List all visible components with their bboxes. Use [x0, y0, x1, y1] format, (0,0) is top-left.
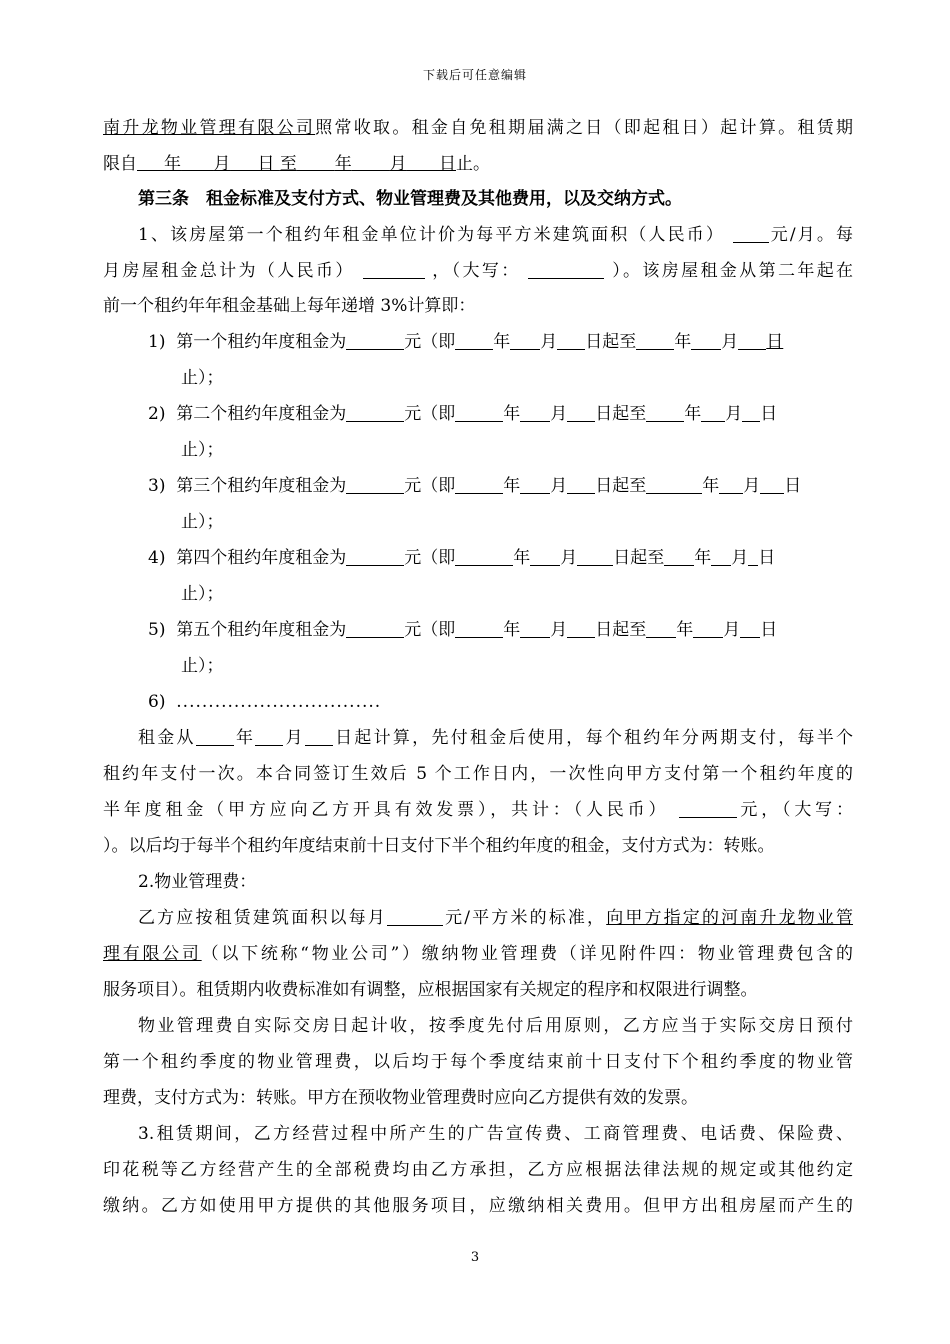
paragraph-line: 物业管理费自实际交房日起计收，按季度先付后用原则，乙方应当于实际交房日预付 — [138, 1016, 853, 1036]
rent-year-4-end: 止）； — [181, 584, 224, 604]
rent-year-4: 4) 第四个租约年度租金为 元（即 年 月 日起至 年 月 日 — [148, 548, 776, 568]
lease-term-blanks: 年 月 日 至 年 月 日 — [164, 154, 456, 174]
blank-field[interactable] — [733, 225, 769, 243]
paragraph-line: 1、该房屋第一个租约年租金单位计价为每平方米建筑面积（人民币） 元/月。每 — [138, 225, 853, 245]
text: 限自 — [103, 154, 137, 174]
text: 止。 — [456, 154, 490, 174]
paragraph-line: 租金从 年 月 日起计算，先付租金后使用，每个租约年分两期支付，每半个 — [138, 728, 854, 748]
page-number: 3 — [470, 1250, 480, 1265]
paragraph-line: 缴纳。乙方如使用甲方提供的其他服务项目，应缴纳相关费用。但甲方出租房屋而产生的 — [103, 1196, 853, 1216]
paragraph-line: 租约年支付一次。本合同签订生效后 5 个工作日内，一次性向甲方支付第一个租约年度的 — [103, 764, 853, 784]
paragraph-line: ）。以后均于每半个租约年度结束前十日支付下半个租约年度的租金，支付方式为：转账。 — [103, 836, 775, 856]
rent-year-3-end: 止）； — [181, 512, 224, 532]
blank-field[interactable] — [528, 261, 604, 279]
rent-year-5-end: 止）； — [181, 656, 224, 676]
paragraph-line: 理有限公司（以下统称“物业公司”）缴纳物业管理费（详见附件四：物业管理费包含的 — [103, 944, 853, 964]
company-name: 南升龙物业管理有限公司 — [103, 118, 316, 138]
paragraph-line: 3.租赁期间，乙方经营过程中所产生的广告宣传费、工商管理费、电话费、保险费、 — [138, 1124, 853, 1144]
item-2-title: 2.物业管理费： — [138, 872, 257, 892]
page-header: 下载后可任意编辑 — [422, 68, 527, 82]
paragraph-line: 第一个租约季度的物业管理费，以后均于每个季度结束前十日支付下个租约季度的物业管 — [103, 1052, 853, 1072]
rent-year-1-end: 止）； — [181, 368, 224, 388]
blank-field[interactable] — [363, 261, 425, 279]
rent-year-6: 6) ................................ — [148, 692, 382, 712]
paragraph-line: 理费，支付方式为：转账。甲方在预收物业管理费时应向乙方提供有效的发票。 — [103, 1088, 698, 1108]
article-3-title: 第三条 租金标准及支付方式、物业管理费及其他费用，以及交纳方式。 — [138, 189, 682, 209]
rent-year-1: 1) 第一个租约年度租金为 元（即 年 月 日起至 年 月 日 — [148, 332, 784, 352]
paragraph-line: 印花税等乙方经营产生的全部税费均由乙方承担，乙方应根据法律法规的规定或其他约定 — [103, 1160, 853, 1180]
paragraph-line — [103, 116, 853, 140]
paragraph-line: 月房屋租金总计为（人民币） ，（大写： ）。该房屋租金从第二年起在 — [103, 261, 854, 281]
rent-year-5: 5) 第五个租约年度租金为 元（即 年 月 日起至 年 月 日 — [148, 620, 778, 640]
paragraph-line: 前一个租约年年租金基础上每年递增 3%计算即： — [103, 296, 476, 316]
rent-year-2: 2) 第二个租约年度租金为 元（即 年 月 日起至 年 月 日 — [148, 404, 778, 424]
rent-year-2-end: 止）； — [181, 440, 224, 460]
text: 照常收取。租金自免租期届满之日（即起租日）起计算。租赁期 — [315, 118, 854, 138]
rent-year-3: 3) 第三个租约年度租金为 元（即 年 月 日起至 年 月 日 — [148, 476, 802, 496]
paragraph-line: 乙方应按租赁建筑面积以每月 元/平方米的标准，向甲方指定的河南升龙物业管 — [138, 908, 854, 928]
lease-term-line — [103, 152, 853, 176]
paragraph-line: 服务项目）。租赁期内收费标准如有调整，应根据国家有关规定的程序和权限进行调整。 — [103, 980, 758, 1000]
paragraph-line: 半年度租金（甲方应向乙方开具有效发票），共计：（人民币） 元，（大写： — [103, 800, 854, 820]
